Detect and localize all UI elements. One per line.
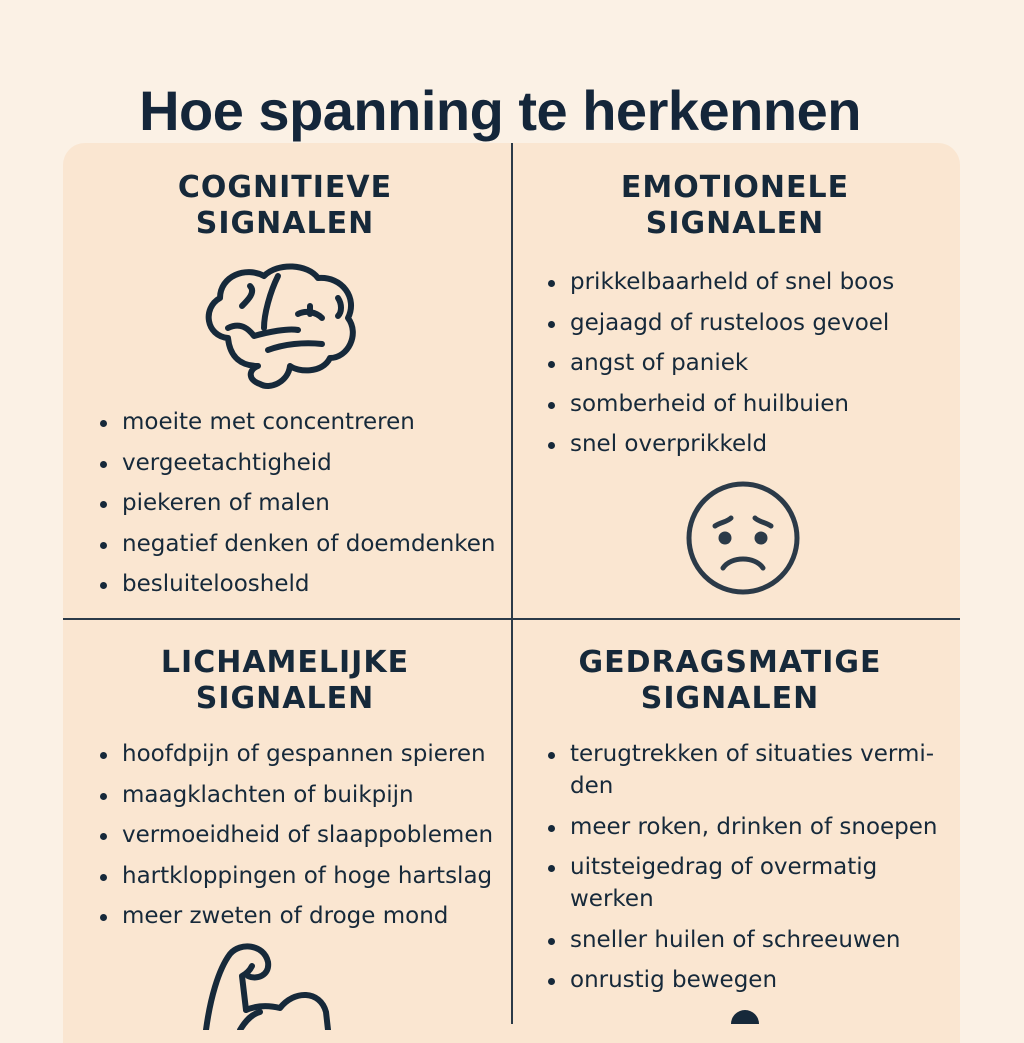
list-item: gejaagd of rusteloos gevoel: [548, 307, 948, 339]
list-item: meer roken, drinken of snoepen: [548, 811, 943, 843]
list-item: piekeren of malen: [100, 487, 510, 519]
heading-line: SIGNALEN: [195, 206, 375, 241]
flexed-arm-icon: [200, 940, 350, 1030]
heading-line: SIGNALEN: [195, 681, 375, 716]
list-item: vermoeidheid of slaappoblemen: [100, 819, 510, 851]
list-item: prikkelbaarheld of snel boos: [548, 266, 948, 298]
brain-icon: [198, 258, 362, 394]
physical-heading: [100, 645, 470, 717]
behavioral-list: [548, 738, 943, 1005]
list-item: meer zweten of droge mond: [100, 900, 510, 932]
worried-face-icon: [683, 478, 803, 598]
list-item: hoofdpijn of gespannen spieren: [100, 738, 510, 770]
heading-line: SIGNALEN: [640, 681, 820, 716]
emotional-list: [548, 266, 948, 469]
list-item: somberheid of huilbuien: [548, 388, 948, 420]
heading-line: SIGNALEN: [645, 206, 825, 241]
list-item: terugtrekken of situaties vermi-den: [548, 738, 943, 802]
heading-line: EMOTIONELE: [620, 170, 850, 205]
list-item: vergeetachtigheid: [100, 447, 510, 479]
heading-line: LICHAMELIJKE: [160, 645, 410, 680]
list-item: besluiteloosheld: [100, 568, 510, 600]
list-item: angst of paniek: [548, 347, 948, 379]
emotional-heading: [550, 170, 920, 242]
vertical-divider: [511, 143, 513, 1024]
list-item: onrustig bewegen: [548, 964, 943, 996]
list-item: sneller huilen of schreeuwen: [548, 924, 943, 956]
heading-line: COGNITIEVE: [177, 170, 393, 205]
physical-list: [100, 738, 510, 941]
list-item: hartkloppingen of hoge hartslag: [100, 860, 510, 892]
horizontal-divider: [63, 618, 960, 620]
page-title: Hoe spanning te herkennen: [139, 78, 861, 142]
person-icon: [725, 1008, 765, 1024]
behavioral-heading: [545, 645, 915, 717]
list-item: snel overprikkeld: [548, 428, 948, 460]
cognitive-list: [100, 406, 510, 609]
list-item: uitsteigedrag of overmatig werken: [548, 851, 943, 915]
heading-line: GEDRAGSMATIGE: [578, 645, 882, 680]
cognitive-heading: [100, 170, 470, 242]
list-item: maagklachten of buikpijn: [100, 779, 510, 811]
list-item: negatief denken of doemdenken: [100, 528, 510, 560]
list-item: moeite met concentreren: [100, 406, 510, 438]
